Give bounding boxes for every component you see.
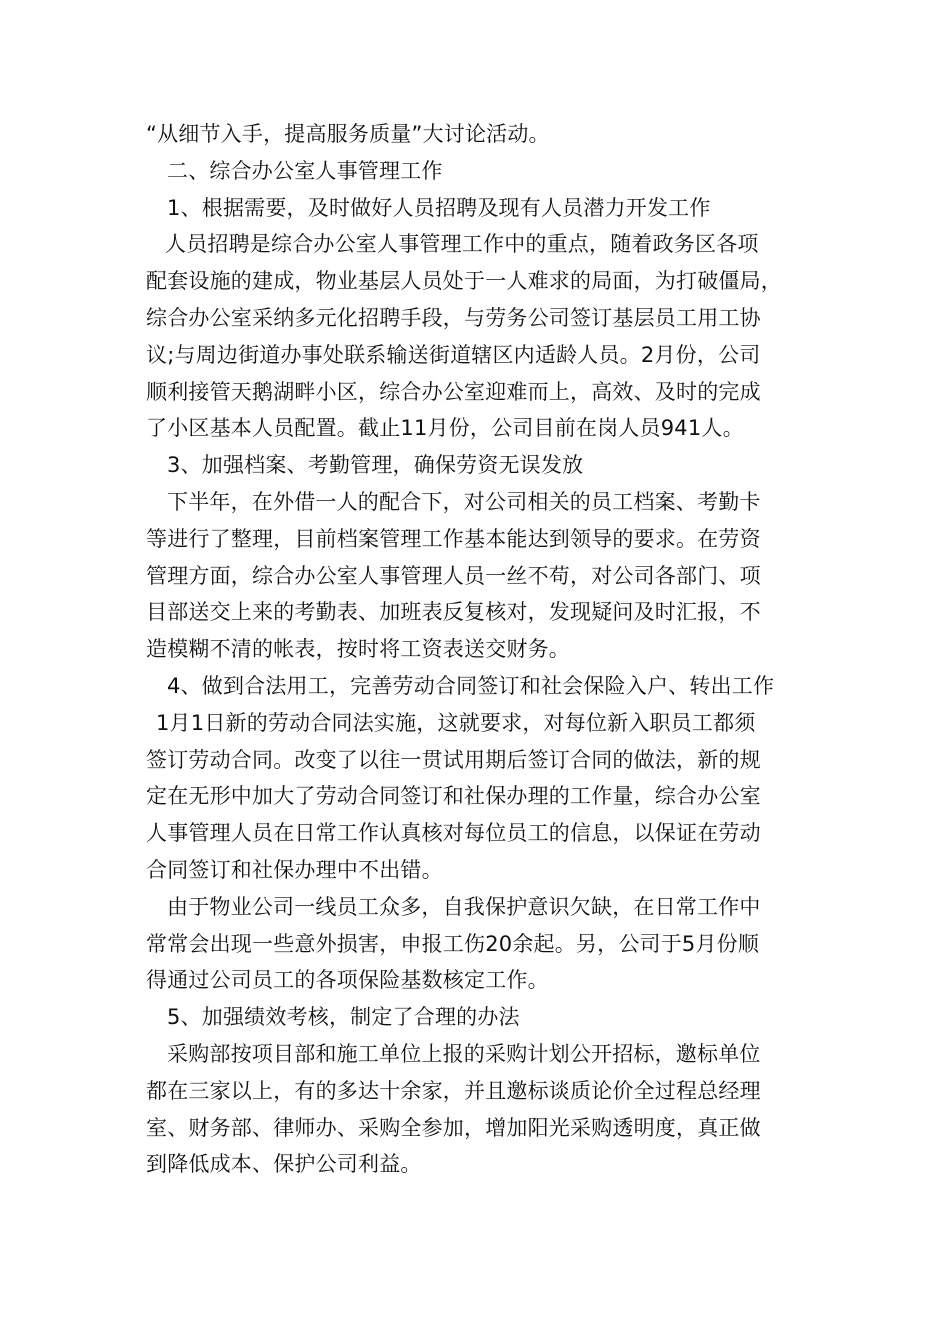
text-line: 人事管理人员在日常工作认真核对每位员工的信息，以保证在劳动 [146,821,761,846]
subsection-heading: 4、做到合法用工，完善劳动合同签订和社会保险入户、转出工作 [167,673,775,698]
text-line: 签订劳动合同。改变了以往一贯试用期后签订合同的做法，新的规 [146,747,761,772]
text-line: 合同签订和社保办理中不出错。 [146,857,443,882]
text-line: 议;与周边街道办事处联系输送街道辖区内适龄人员。2月份，公司 [146,342,761,367]
subsection-heading: 3、加强档案、考勤管理，确保劳资无误发放 [167,453,584,478]
text-line: 定在无形中加大了劳动合同签订和社保办理的工作量，综合办公室 [146,784,761,809]
text-line: 下半年，在外借一人的配合下，对公司相关的员工档案、考勤卡 [167,489,761,514]
text-line: 得通过公司员工的各项保险基数核定工作。 [146,968,549,993]
document-body [146,116,816,1183]
text-line: 采购部按项目部和施工单位上报的采购计划公开招标，邀标单位 [167,1041,761,1066]
text-line: 综合办公室采纳多元化招聘手段，与劳务公司签订基层员工用工协 [146,305,761,330]
subsection-heading: 1、根据需要，及时做好人员招聘及现有人员潜力开发工作 [167,195,711,220]
text-line: 都在三家以上，有的多达十余家，并且邀标谈质论价全过程总经理 [146,1078,761,1103]
text-line: 造模糊不清的帐表，按时将工资表送交财务。 [146,637,570,662]
text-line: 等进行了整理，目前档案管理工作基本能达到领导的要求。在劳资 [146,526,761,551]
text-line: 1月1日新的劳动合同法实施，这就要求，对每位新入职员工都须 [156,710,756,735]
text-line: 了小区基本人员配置。截止11月份，公司目前在岗人员941人。 [146,416,744,441]
text-line: 目部送交上来的考勤表、加班表反复核对，发现疑问及时汇报，不 [146,600,761,625]
text-line: 由于物业公司一线员工众多，自我保护意识欠缺，在日常工作中 [167,894,761,919]
text-line: “从细节入手，提高服务质量”大讨论活动。 [146,122,550,146]
text-line: 配套设施的建成，物业基层人员处于一人难求的局面，为打破僵局， [146,269,782,294]
subsection-heading: 5、加强绩效考核，制定了合理的办法 [167,1005,520,1030]
text-line: 人员招聘是综合办公室人事管理工作中的重点，随着政务区各项 [165,232,759,257]
text-line: 室、财务部、律师办、采购全参加，增加阳光采购透明度，真正做 [146,1115,761,1140]
text-line: 到降低成本、保护公司利益。 [146,1152,422,1177]
section-heading: 二、综合办公室人事管理工作 [167,158,443,183]
text-line: 常常会出现一些意外损害，申报工伤20余起。另，公司于5月份顺 [146,931,760,956]
text-line: 顺利接管天鹅湖畔小区，综合办公室迎难而上，高效、及时的完成 [146,379,761,404]
text-line: 管理方面，综合办公室人事管理人员一丝不苟，对公司各部门、项 [146,563,761,588]
